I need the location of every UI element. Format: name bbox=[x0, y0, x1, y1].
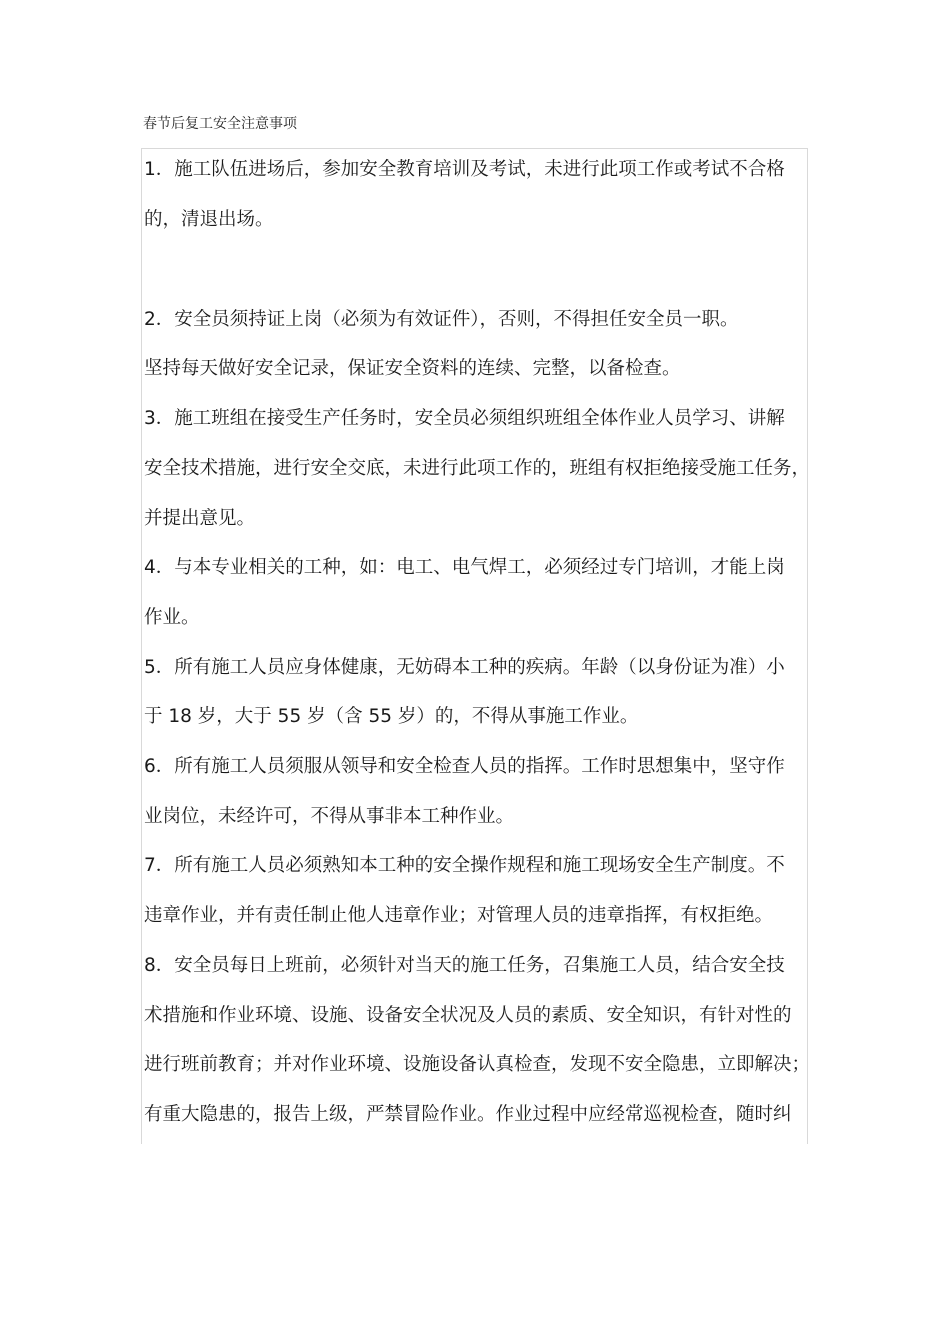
text-line: 1．施工队伍进场后，参加安全教育培训及考试，未进行此项工作或考试不合格 bbox=[144, 159, 785, 180]
text-line: 于 18 岁，大于 55 岁（含 55 岁）的，不得从事施工作业。 bbox=[144, 706, 639, 727]
text-line: 安全技术措施，进行安全交底，未进行此项工作的，班组有权拒绝接受施工任务， bbox=[144, 458, 811, 479]
text-line: 7．所有施工人员必须熟知本工种的安全操作规程和施工现场安全生产制度。不 bbox=[144, 855, 785, 876]
text-line: 术措施和作业环境、设施、设备安全状况及人员的素质、安全知识，有针对性的 bbox=[144, 1005, 792, 1026]
text-line: 作业。 bbox=[144, 607, 200, 628]
content-frame bbox=[141, 148, 811, 1144]
document-title: 春节后复工安全注意事项 bbox=[143, 116, 297, 132]
text-line: 坚持每天做好安全记录，保证安全资料的连续、完整，以备检查。 bbox=[144, 358, 681, 379]
text-line: 并提出意见。 bbox=[144, 508, 256, 529]
text-line: 进行班前教育；并对作业环境、设施设备认真检查，发现不安全隐患，立即解决； bbox=[144, 1054, 811, 1075]
text-line: 有重大隐患的，报告上级，严禁冒险作业。作业过程中应经常巡视检查，随时纠 bbox=[144, 1104, 792, 1125]
text-line: 的，清退出场。 bbox=[144, 209, 274, 230]
text-line: 业岗位，未经许可，不得从事非本工种作业。 bbox=[144, 806, 515, 827]
text-line: 违章作业，并有责任制止他人违章作业；对管理人员的违章指挥，有权拒绝。 bbox=[144, 905, 774, 926]
text-line: 6．所有施工人员须服从领导和安全检查人员的指挥。工作时思想集中，坚守作 bbox=[144, 756, 785, 777]
text-line: 5．所有施工人员应身体健康，无妨碍本工种的疾病。年龄（以身份证为准）小 bbox=[144, 657, 785, 678]
text-line: 3．施工班组在接受生产任务时，安全员必须组织班组全体作业人员学习、讲解 bbox=[144, 408, 785, 429]
text-line: 8．安全员每日上班前，必须针对当天的施工任务，召集施工人员，结合安全技 bbox=[144, 955, 785, 976]
text-line: 2．安全员须持证上岗（必须为有效证件），否则，不得担任安全员一职。 bbox=[144, 309, 739, 330]
text-line: 4．与本专业相关的工种，如：电工、电气焊工，必须经过专门培训，才能上岗 bbox=[144, 557, 785, 578]
